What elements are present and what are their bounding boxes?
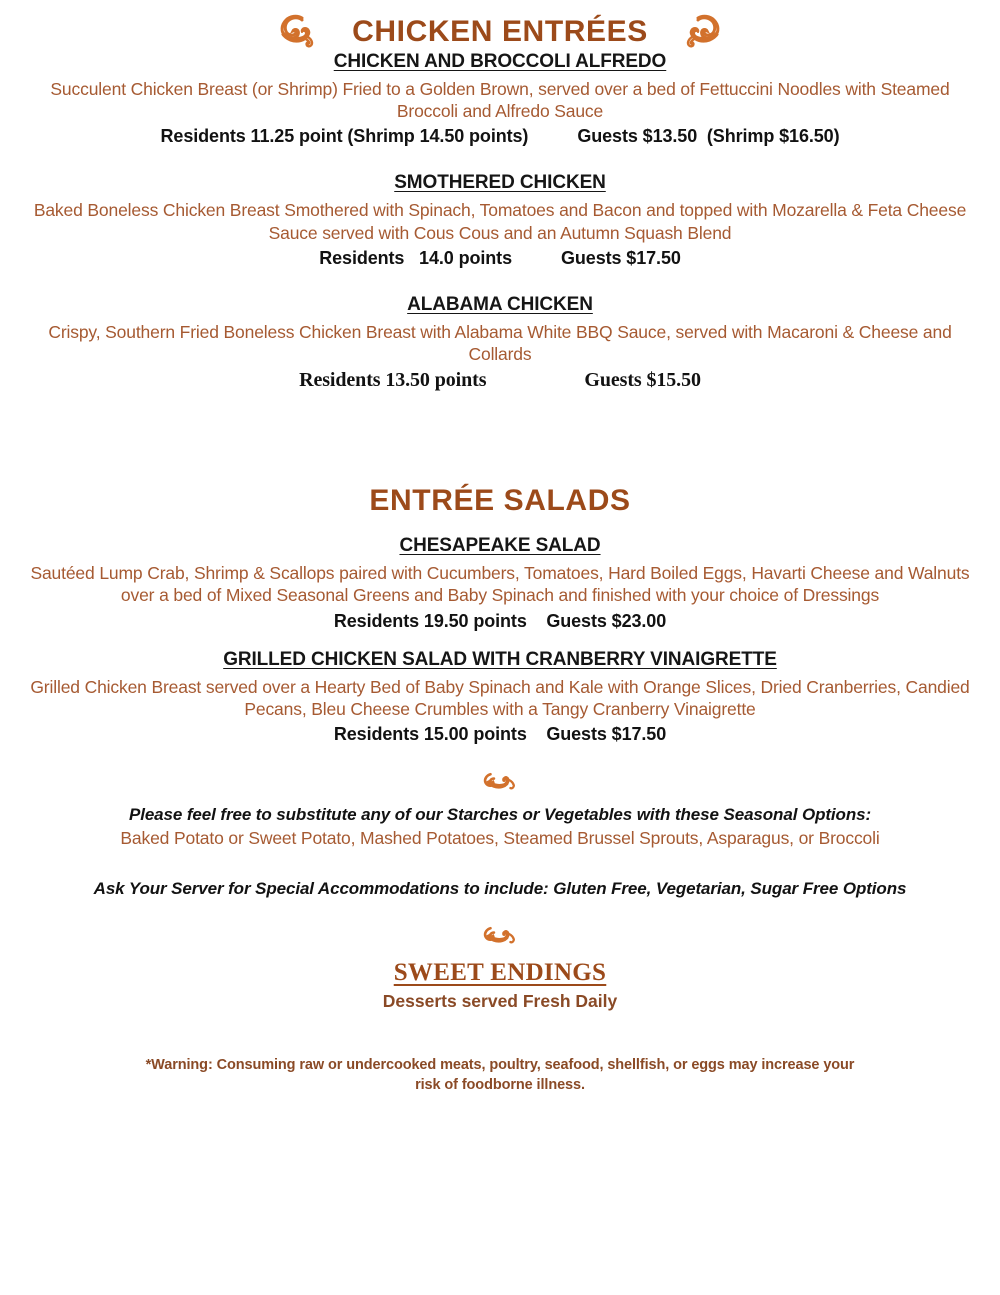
flourish-ornament-mirrored-icon — [682, 14, 728, 50]
accommodations-note: Ask Your Server for Special Accommodations to include: Gluten Free, Vegetarian, Sugar Free Options — [93, 879, 907, 899]
menu-item-chicken-broccoli-alfredo — [18, 50, 982, 147]
spacer — [18, 632, 982, 648]
menu-item-price: Residents 13.50 points Guests $15.50 — [299, 369, 701, 392]
menu-item-title: CHESAPEAKE SALAD — [399, 535, 601, 557]
menu-item-description: Sautéed Lump Crab, Shrimp & Scallops paired with Cucumbers, Tomatoes, Hard Boiled Eggs, Havarti Cheese and Walnuts over a bed of Mixed Seasonal Greens and Baby Spinach and finished with your choice of Dressings — [30, 563, 970, 606]
spacer — [18, 899, 982, 923]
substitution-heading: Please feel free to substitute any of our Starches or Vegetables with these Seasonal Options: — [128, 805, 872, 825]
menu-item-title: SMOTHERED CHICKEN — [394, 172, 606, 194]
spacer — [18, 849, 982, 873]
menu-item-chesapeake-salad — [18, 534, 982, 631]
menu-item-alabama-chicken — [18, 293, 982, 392]
flourish-ornament-icon — [272, 14, 318, 50]
section-title: ENTRÉE SALADS — [369, 484, 631, 518]
menu-item-smothered-chicken — [18, 171, 982, 268]
menu-item-price: Residents 11.25 point (Shrimp 14.50 points) Guests $13.50 (Shrimp $16.50) — [160, 126, 840, 147]
ornament-divider-substitutions — [18, 769, 982, 799]
sweet-endings-subtitle: Desserts served Fresh Daily — [382, 991, 618, 1012]
menu-item-description: Succulent Chicken Breast (or Shrimp) Fried to a Golden Brown, served over a bed of Fettuccini Noodles with Steamed Broccoli and Alfredo Sauce — [50, 78, 950, 122]
menu-item-description: Grilled Chicken Breast served over a Hearty Bed of Baby Spinach and Kale with Orange Slices, Dried Cranberries, Candied Pecans, Bleu Cheese Crumbles with a Tangy Cranberry Vinaigrette — [30, 676, 970, 719]
section-header-entree-salads — [18, 470, 982, 518]
menu-item-title: ALABAMA CHICKEN — [407, 293, 593, 315]
spacer — [18, 745, 982, 769]
spacer — [18, 518, 982, 534]
substitution-options: Baked Potato or Sweet Potato, Mashed Potatoes, Steamed Brussel Sprouts, Asparagus, or Broccoli — [120, 828, 880, 849]
allergen-warning — [140, 1056, 860, 1095]
allergen-warning-line-1: *Warning: Consuming raw or undercooked meats, poultry, seafood, shellfish, or eggs may increase your — [145, 1057, 855, 1074]
section-title: CHICKEN ENTRÉES — [352, 15, 648, 48]
menu-item-description: Crispy, Southern Fried Boneless Chicken Breast with Alabama White BBQ Sauce, served with Macaroni & Cheese and Collards — [48, 321, 952, 365]
flourish-ornament-icon — [478, 769, 522, 795]
spacer — [18, 392, 982, 470]
menu-item-description: Baked Boneless Chicken Breast Smothered with Spinach, Tomatoes and Bacon and topped with Mozarella & Feta Cheese Sauce served with Cous Cous and an Autumn Squash Blend — [33, 200, 967, 243]
menu-item-grilled-chicken-salad — [18, 648, 982, 745]
ornament-divider-sweet-endings — [18, 923, 982, 953]
menu-item-price: Residents 15.00 points Guests $17.50 — [333, 724, 667, 745]
allergen-warning-line-2: risk of foodborne illness. — [415, 1076, 585, 1093]
menu-item-title: CHICKEN AND BROCCOLI ALFREDO — [333, 51, 667, 72]
menu-item-price: Residents 19.50 points Guests $23.00 — [333, 610, 667, 631]
flourish-ornament-icon — [478, 923, 522, 949]
menu-item-price: Residents 14.0 points Guests $17.50 — [319, 247, 681, 268]
spacer — [18, 269, 982, 293]
section-header-chicken-entrees — [18, 0, 982, 50]
spacer — [18, 147, 982, 171]
menu-item-title: GRILLED CHICKEN SALAD WITH CRANBERRY VINAIGRETTE — [223, 648, 777, 670]
sweet-endings-title: SWEET ENDINGS — [393, 959, 607, 987]
